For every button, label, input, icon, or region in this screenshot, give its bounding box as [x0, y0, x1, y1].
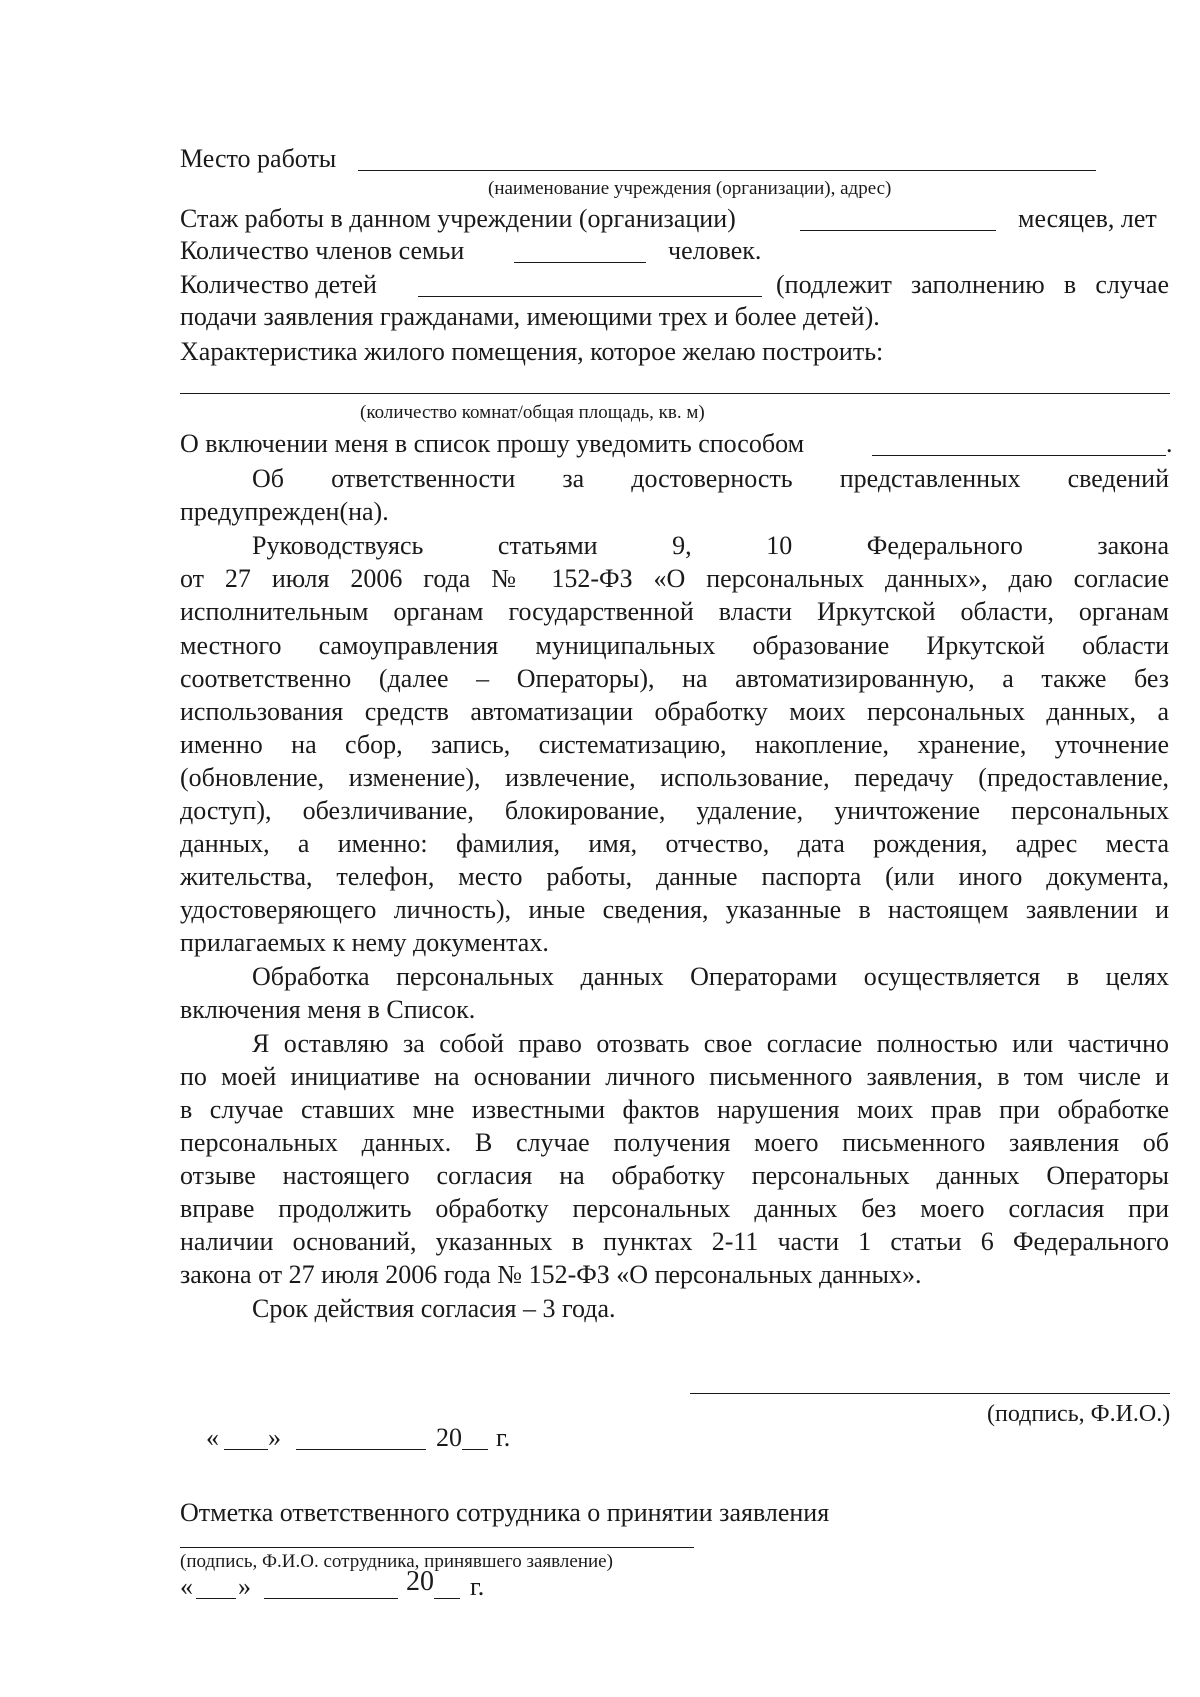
family-unit: человек.: [668, 236, 762, 265]
purpose-line: Обработка персональных данных Операторами осуществляется в целях: [252, 962, 1169, 991]
consent-line: местного самоуправления муниципальных образование Иркутской области: [180, 631, 1169, 660]
date-day-field[interactable]: [196, 1598, 236, 1599]
notify-end: .: [1166, 429, 1173, 458]
workplace-field[interactable]: [358, 170, 1096, 171]
consent-line: исполнительным органам государственной власти Иркутской области, органам: [180, 597, 1169, 626]
signature-field[interactable]: [690, 1393, 1170, 1394]
date-year-field[interactable]: [434, 1598, 460, 1599]
receipt-signature-field[interactable]: [180, 1547, 694, 1548]
consent-line: использования средств автоматизации обработку моих персональных данных, а: [180, 697, 1169, 726]
consent-line: соответственно (далее – Операторы), на автоматизированную, а также без: [180, 664, 1169, 693]
consent-line: прилагаемых к нему документах.: [180, 928, 549, 957]
withdrawal-line: отзыве настоящего согласия на обработку персональных данных Операторы: [180, 1161, 1169, 1190]
consent-line: именно на сбор, запись, систематизацию, накопление, хранение, уточнение: [180, 730, 1169, 759]
withdrawal-line: в случае ставших мне известными фактов нарушения моих прав при обработке: [180, 1095, 1169, 1124]
consent-line: жительства, телефон, место работы, данные паспорта (или иного документа,: [180, 862, 1169, 891]
consent-line: удостоверяющего личность), иные сведения, указанные в настоящем заявлении и: [180, 895, 1169, 924]
family-field[interactable]: [514, 262, 646, 263]
children-note-1: (подлежит заполнению в случае: [776, 270, 1169, 299]
consent-line: доступ), обезличивание, блокирование, удаление, уничтожение персональных: [180, 796, 1169, 825]
date-month-field[interactable]: [264, 1598, 398, 1599]
workplace-label: Место работы: [180, 144, 337, 173]
consent-line: Руководствуясь статьями 9, 10 Федерального закона: [252, 531, 1169, 560]
withdrawal-line: наличии оснований, указанных в пунктах 2-11 части 1 статьи 6 Федерального: [180, 1227, 1169, 1256]
date-open-quote: «: [206, 1423, 219, 1452]
notify-field[interactable]: [872, 455, 1166, 456]
purpose-line: включения меня в Список.: [180, 995, 476, 1024]
withdrawal-line: вправе продолжить обработку персональных данных без моего согласия при: [180, 1194, 1169, 1223]
date-open-quote: «: [180, 1572, 193, 1601]
withdrawal-line: по моей инициативе на основании личного письменного заявления, в том числе и: [180, 1062, 1169, 1091]
consent-line: (обновление, изменение), извлечение, использование, передачу (предоставление,: [180, 763, 1169, 792]
date-year-prefix: 20: [436, 1423, 462, 1452]
children-label: Количество детей: [180, 270, 377, 299]
housing-field[interactable]: [180, 393, 1170, 394]
family-label: Количество членов семьи: [180, 236, 465, 265]
withdrawal-line: закона от 27 июля 2006 года № 152-ФЗ «О персональных данных».: [180, 1260, 922, 1289]
date-close-quote: »: [268, 1423, 281, 1452]
withdrawal-line: Я оставляю за собой право отозвать свое согласие полностью или частично: [252, 1029, 1169, 1058]
consent-line: данных, а именно: фамилия, имя, отчество, дата рождения, адрес места: [180, 829, 1169, 858]
workplace-hint: (наименование учреждения (организации), адрес): [488, 178, 892, 199]
date-year-prefix: 20: [406, 1566, 434, 1597]
withdrawal-line: персональных данных. В случае получения моего письменного заявления об: [180, 1128, 1169, 1157]
housing-hint: (количество комнат/общая площадь, кв. м): [360, 402, 705, 423]
date-day-field[interactable]: [224, 1449, 268, 1450]
notify-label: О включении меня в список прошу уведомить способом: [180, 429, 805, 458]
date-close-quote: »: [238, 1572, 251, 1601]
date-year-field[interactable]: [462, 1449, 488, 1450]
receipt-title: Отметка ответственного сотрудника о принятии заявления: [180, 1498, 830, 1527]
term-line: Срок действия согласия – 3 года.: [252, 1294, 616, 1323]
children-field[interactable]: [418, 296, 762, 297]
seniority-label: Стаж работы в данном учреждении (организации): [180, 204, 736, 233]
children-note-2: подачи заявления гражданами, имеющими трех и более детей).: [180, 302, 880, 331]
signature-hint: (подпись, Ф.И.О.): [987, 1401, 1171, 1427]
receipt-hint: (подпись, Ф.И.О. сотрудника, принявшего заявление): [180, 1551, 613, 1572]
housing-label: Характеристика жилого помещения, которое желаю построить:: [180, 337, 884, 366]
responsibility-line: Об ответственности за достоверность представленных сведений: [252, 464, 1169, 493]
seniority-field[interactable]: [800, 230, 996, 231]
date-month-field[interactable]: [296, 1449, 426, 1450]
date-year-suffix: г.: [496, 1423, 511, 1452]
responsibility-line: предупрежден(на).: [180, 497, 389, 526]
consent-line: от 27 июля 2006 года № 152-ФЗ «О персональных данных», даю согласие: [180, 564, 1169, 593]
seniority-unit: месяцев, лет: [1018, 204, 1157, 233]
date-year-suffix: г.: [470, 1572, 485, 1601]
